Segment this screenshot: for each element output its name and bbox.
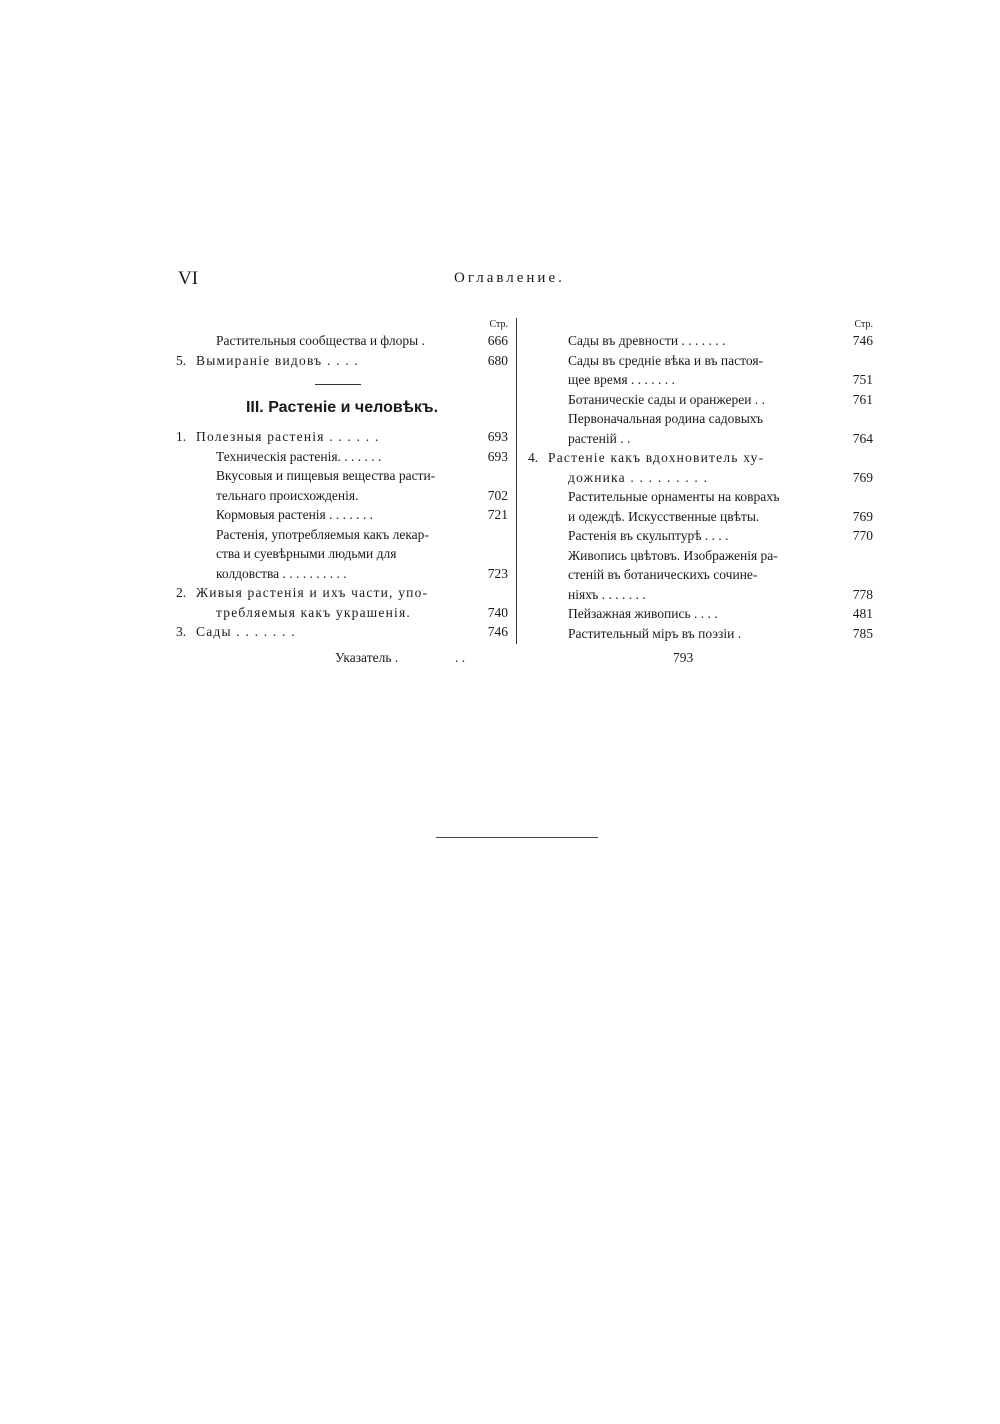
entry-text: дожника . . . . . . . . . — [568, 469, 709, 485]
index-page: 793 — [673, 650, 694, 665]
entry-text: щее время . . . . . . . — [568, 372, 675, 387]
entry-text: и одеждѣ. Искусственные цвѣты. — [568, 508, 760, 524]
toc-entry-line — [176, 427, 508, 447]
entry-number: 2. — [176, 585, 187, 600]
toc-entry-line — [176, 603, 508, 623]
entry-page: 481 — [852, 606, 873, 621]
entry-text: требляемыя какъ украшенія. — [216, 604, 411, 620]
entry-text: Сады . . . . . . . — [196, 624, 296, 639]
toc-left-top-entries — [176, 331, 508, 370]
end-rule — [436, 837, 598, 838]
entry-text: Растительныя сообщества и флоры . — [216, 333, 425, 348]
index-label: Указатель . — [335, 650, 399, 665]
entry-page: 769 — [852, 469, 873, 485]
toc-entry-line — [528, 331, 873, 351]
entry-text: тельнаго происхожденія. — [216, 487, 359, 503]
entry-page: 785 — [852, 625, 873, 641]
toc-entry-line — [176, 331, 508, 351]
toc-entry-line — [528, 585, 873, 605]
toc-entry-line — [176, 544, 508, 564]
toc-entry-line — [528, 390, 873, 410]
toc-entry-line — [176, 505, 508, 525]
toc-left-column — [176, 318, 508, 642]
page-title: Оглавление. — [454, 270, 565, 286]
entry-page: 680 — [487, 352, 508, 368]
entry-text: Растительный міръ въ поэзіи . — [568, 625, 742, 641]
entry-page: 702 — [487, 487, 508, 503]
toc-right-entries — [528, 331, 873, 643]
toc-entry-line — [528, 487, 873, 507]
entry-page: 751 — [852, 372, 873, 387]
entry-text: Первоначальная родина садовыхъ — [568, 411, 764, 426]
page-column-label: Стр. — [489, 319, 508, 330]
toc-entry-line — [528, 468, 873, 488]
entry-page: 769 — [852, 508, 873, 524]
toc-entry-line — [528, 429, 873, 449]
entry-number: 1. — [176, 429, 187, 444]
entry-text: Живыя растенія и ихъ части, упо- — [196, 585, 429, 600]
entry-number: 4. — [528, 450, 539, 465]
entry-text: Техническія растенія. . . . . . . — [216, 448, 382, 464]
entry-page: 770 — [852, 528, 873, 543]
toc-entry-line — [528, 604, 873, 624]
entry-text: Растеніе какъ вдохновитель ху- — [548, 450, 765, 465]
entry-number: 5. — [176, 352, 187, 368]
entry-text: Сады въ средніе вѣка и въ пастоя- — [568, 352, 764, 368]
entry-page: 723 — [487, 565, 508, 581]
section-title: III. Растеніе и человѣкъ. — [245, 399, 439, 416]
entry-page: 740 — [487, 604, 508, 620]
entry-number: 3. — [176, 624, 187, 639]
toc-entry-line — [176, 351, 508, 371]
entry-text: Кормовыя растенія . . . . . . . — [216, 507, 374, 522]
entry-text: Полезныя растенія . . . . . . — [196, 429, 380, 444]
entry-text: стеній въ ботаническихъ сочине- — [568, 567, 758, 582]
entry-page: 746 — [487, 624, 508, 639]
toc-right-column — [528, 318, 873, 643]
entry-text: Ботаническіе сады и оранжереи . . — [568, 391, 766, 407]
entry-page: 693 — [487, 448, 508, 464]
entry-text: колдовства . . . . . . . . . . — [216, 565, 347, 581]
toc-entry-line — [528, 370, 873, 390]
entry-text: ніяхъ . . . . . . . — [568, 586, 646, 602]
entry-text: Вымираніе видовъ . . . . — [196, 352, 359, 368]
toc-entry-line — [528, 409, 873, 429]
entry-page: 721 — [487, 507, 508, 522]
toc-entry-line — [528, 546, 873, 566]
toc-entry-line — [176, 564, 508, 584]
toc-entry-line — [528, 507, 873, 527]
entry-text: Вкусовыя и пищевыя вещества расти- — [216, 468, 436, 483]
toc-entry-line — [528, 565, 873, 585]
entry-text: Растенія, употребляемыя какъ лекар- — [216, 526, 429, 542]
toc-entry-line — [176, 583, 508, 603]
toc-entry-line — [528, 526, 873, 546]
section-divider — [315, 384, 361, 385]
toc-entry-line — [528, 448, 873, 468]
toc-entry-line — [176, 525, 508, 545]
entry-page: 693 — [487, 429, 508, 444]
entry-page: 778 — [852, 586, 873, 602]
toc-entry-line — [176, 622, 508, 642]
entry-text: растеній . . — [568, 430, 631, 446]
entry-page: 764 — [852, 430, 873, 446]
entry-text: Растенія въ скульптурѣ . . . . — [568, 528, 729, 543]
column-divider — [516, 318, 517, 644]
entry-text: Растительные орнаменты на коврахъ — [568, 489, 780, 504]
entry-text: Сады въ древности . . . . . . . — [568, 333, 726, 348]
index-dots: . . — [455, 650, 466, 665]
page-number: VI — [178, 268, 199, 289]
entry-page: 746 — [852, 333, 873, 348]
entry-text: Пейзажная живопись . . . . — [568, 606, 718, 621]
entry-text: ства и суевѣрными людьми для — [216, 546, 397, 561]
entry-page: 666 — [487, 333, 508, 348]
page-column-label: Стр. — [854, 319, 873, 330]
entry-page: 761 — [852, 391, 873, 407]
toc-left-entries — [176, 427, 508, 642]
toc-entry-line — [176, 466, 508, 486]
entry-text: Живопись цвѣтовъ. Изображенія ра- — [568, 547, 778, 563]
toc-entry-line — [528, 351, 873, 371]
toc-entry-line — [176, 447, 508, 467]
toc-entry-line — [528, 624, 873, 644]
index-entry — [335, 650, 715, 666]
toc-entry-line — [176, 486, 508, 506]
